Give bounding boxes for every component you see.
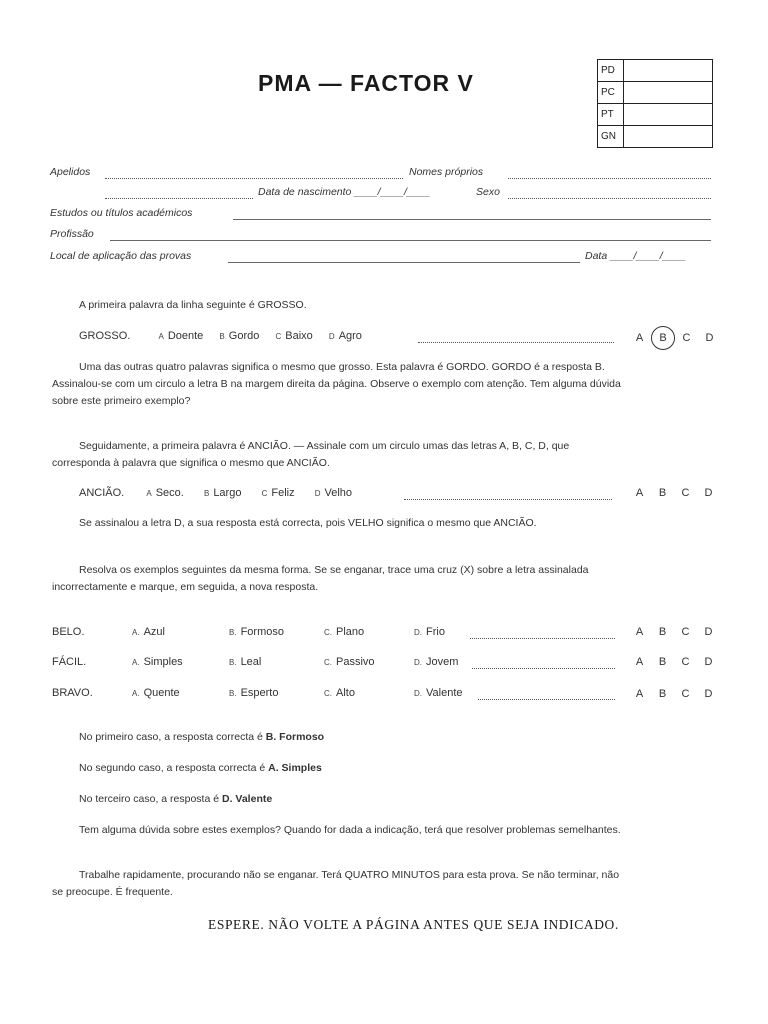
option-letter: A.	[132, 628, 140, 637]
answer-b[interactable]: B	[658, 487, 667, 499]
solution-answer: A. Simples	[268, 762, 322, 774]
answer-letters-bravo	[628, 688, 720, 700]
intro-p4: Se assinalou a letra D, a sua resposta está correcta, pois VELHO significa o mesmo que ANCIÃO.	[79, 517, 537, 529]
solution-1	[79, 729, 324, 746]
option-word: Simples	[143, 656, 183, 668]
option-letter: D.	[414, 628, 422, 637]
solution-2	[79, 760, 322, 777]
option-letter: A.	[132, 689, 140, 698]
example-anciao-row	[79, 487, 352, 499]
option-word: Baixo	[285, 330, 313, 342]
answer-d[interactable]: D	[705, 332, 714, 344]
option-letter: C.	[324, 689, 332, 698]
option-word: Seco.	[155, 487, 184, 499]
place-label: Local de aplicação das provas	[50, 250, 192, 262]
place-field[interactable]	[228, 262, 580, 263]
example-row-facil	[52, 656, 458, 668]
score-field-gn[interactable]	[624, 126, 712, 147]
example-word: BRAVO.	[52, 687, 93, 699]
option-letter: D	[328, 332, 335, 341]
profession-label: Profissão	[50, 228, 94, 240]
option-word: Agro	[338, 330, 362, 342]
option-letter: B.	[229, 658, 237, 667]
example-word: ANCIÃO.	[79, 487, 125, 499]
option-letter: B.	[229, 628, 237, 637]
first-names-label: Nomes próprios	[409, 166, 484, 178]
option-word: Gordo	[228, 330, 260, 342]
final-instruction: ESPERE. NÃO VOLTE A PÁGINA ANTES QUE SEJA INDICADO.	[208, 917, 619, 932]
option-letter: C	[261, 489, 268, 498]
option-word: Esperto	[240, 687, 279, 699]
sex-field[interactable]	[508, 198, 711, 199]
option-letter: A.	[132, 658, 140, 667]
option-letter: A	[158, 332, 164, 341]
option-letter: B	[219, 332, 225, 341]
solution-3	[79, 791, 272, 808]
answer-c[interactable]: C	[681, 688, 690, 700]
answer-a[interactable]: A	[635, 487, 644, 499]
answer-c[interactable]: C	[681, 487, 690, 499]
example-word: GROSSO.	[79, 330, 131, 342]
option-word: Quente	[143, 687, 180, 699]
solution-text: No segundo caso, a resposta correcta é	[79, 762, 266, 774]
score-box	[597, 59, 713, 148]
answer-a[interactable]: A	[635, 656, 644, 668]
option-letter: D.	[414, 689, 422, 698]
leader-dots	[418, 342, 614, 343]
score-field-pc[interactable]	[624, 82, 712, 103]
answer-c[interactable]: C	[682, 332, 691, 344]
answer-letters-belo	[628, 626, 720, 638]
solution-text: No terceiro caso, a resposta é	[79, 793, 220, 805]
answer-c[interactable]: C	[681, 656, 690, 668]
example-grosso-row	[79, 330, 362, 342]
example-row-bravo	[52, 687, 463, 699]
option-letter: B.	[229, 689, 237, 698]
date-label[interactable]: Data ____/____/____	[585, 250, 687, 262]
answer-letters-facil	[628, 656, 720, 668]
closing-p6: Tem alguma dúvida sobre estes exemplos? Quando for dada a indicação, terá que resolver problemas semelhantes.	[79, 824, 621, 836]
option-word: Doente	[167, 330, 204, 342]
option-word: Frio	[426, 626, 445, 638]
surname-label: Apelidos	[50, 166, 91, 178]
leader-dots	[470, 638, 615, 639]
option-letter: C.	[324, 628, 332, 637]
option-letter: C	[275, 332, 282, 341]
answer-letters-anciao	[628, 487, 720, 499]
leader-dots	[478, 699, 615, 700]
score-label-pc: PC	[598, 82, 624, 103]
answer-d[interactable]: D	[704, 688, 713, 700]
option-word: Plano	[336, 626, 365, 638]
answer-a[interactable]: A	[635, 332, 644, 344]
score-label-pt: PT	[598, 104, 624, 125]
intro-p3: Seguidamente, a primeira palavra é ANCIÃO. — Assinale com um circulo umas das letras A, B, C, D, que corresponda à palavra que significa o mesmo que ANCIÃO.	[52, 440, 570, 469]
option-word: Passivo	[336, 656, 375, 668]
birth-date-label[interactable]: Data de nascimento ____/____/____	[258, 186, 431, 198]
score-field-pd[interactable]	[624, 60, 712, 81]
surname-continued-field[interactable]	[105, 198, 253, 199]
option-word: Feliz	[271, 487, 295, 499]
answer-a[interactable]: A	[635, 626, 644, 638]
answer-b[interactable]: B	[658, 688, 667, 700]
answer-b-circled[interactable]: B	[651, 326, 675, 350]
intro-p1: A primeira palavra da linha seguinte é GROSSO.	[79, 299, 307, 311]
option-word: Azul	[143, 626, 165, 638]
answer-b[interactable]: B	[658, 626, 667, 638]
score-field-pt[interactable]	[624, 104, 712, 125]
page-title: PMA — FACTOR V	[258, 70, 474, 96]
answer-d[interactable]: D	[704, 626, 713, 638]
option-letter: B	[203, 489, 210, 498]
answer-d[interactable]: D	[704, 656, 713, 668]
answer-a[interactable]: A	[635, 688, 644, 700]
option-word: Largo	[213, 487, 242, 499]
studies-field[interactable]	[233, 219, 711, 220]
solution-text: No primeiro caso, a resposta correcta é	[79, 731, 263, 743]
surname-field[interactable]	[105, 178, 403, 179]
score-label-gn: GN	[598, 126, 624, 147]
solution-answer: D. Valente	[222, 793, 273, 805]
option-word: Alto	[336, 687, 355, 699]
answer-d[interactable]: D	[704, 487, 713, 499]
solution-answer: B. Formoso	[265, 731, 325, 743]
option-word: Leal	[240, 656, 262, 668]
studies-label: Estudos ou títulos académicos	[50, 207, 193, 219]
answer-b[interactable]: B	[658, 656, 667, 668]
example-word: BELO.	[52, 626, 85, 638]
option-letter: A	[146, 489, 152, 498]
option-letter: C.	[324, 658, 332, 667]
score-label-pd: PD	[598, 60, 624, 81]
option-letter: D.	[414, 658, 422, 667]
option-word: Jovem	[426, 656, 459, 668]
option-letter: D	[314, 489, 321, 498]
closing-p7: Trabalhe rapidamente, procurando não se enganar. Terá QUATRO MINUTOS para esta prova. Se não terminar, não se preocupe. É frequente.	[52, 869, 620, 898]
profession-field[interactable]	[110, 240, 711, 241]
intro-p2: Uma das outras quatro palavras significa o mesmo que grosso. Esta palavra é GORDO. GORDO é a resposta B. Assinalou-se com um circulo a letra B na margem direita da página. Observe o exemplo com atenção. Tem alguma dúvida sobre este primeiro exemplo?	[52, 361, 621, 407]
example-word: FÁCIL.	[52, 656, 87, 668]
example-row-belo	[52, 626, 445, 638]
sex-label: Sexo	[476, 186, 500, 198]
intro-p5: Resolva os exemplos seguintes da mesma forma. Se se enganar, trace uma cruz (X) sobre a letra assinalada incorrectamente e marque, em seguida, a nova resposta.	[52, 564, 589, 593]
option-word: Velho	[324, 487, 353, 499]
option-word: Formoso	[240, 626, 284, 638]
answer-letters-grosso	[628, 326, 721, 350]
option-word: Valente	[426, 687, 463, 699]
answer-c[interactable]: C	[681, 626, 690, 638]
leader-dots	[472, 668, 615, 669]
leader-dots	[404, 499, 612, 500]
first-names-field[interactable]	[508, 178, 711, 179]
